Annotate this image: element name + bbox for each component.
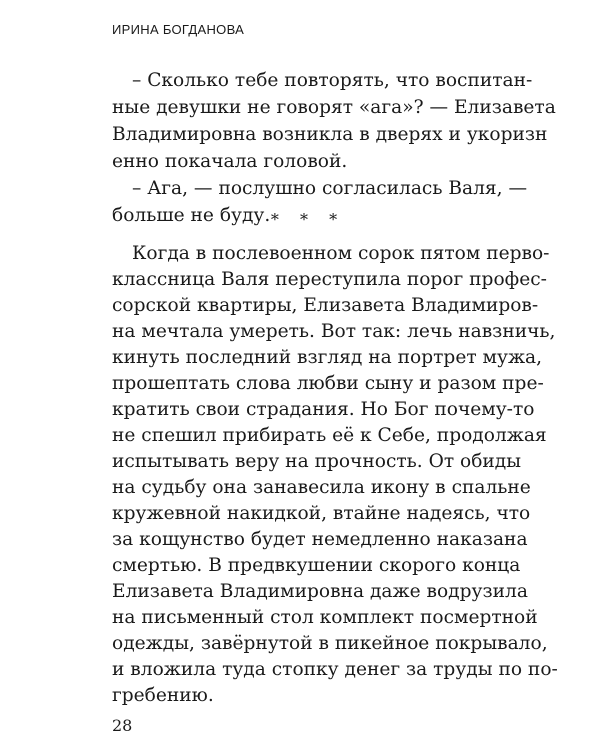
text-line: за кощунство будет немедленно наказана [112,529,528,550]
text-line: на мечтала умереть. Вот так: лечь навзничь, [112,321,556,342]
page-number: 28 [112,716,133,735]
text-line: кинуть последний взгляд на портрет мужа, [112,347,543,368]
text-line: смертью. В предвкушении скорого конца [112,555,521,576]
text-line: – Ага, — послушно согласилась Валя, — [132,178,528,199]
text-line: прошептать слова любви сыну и разом пре- [112,373,544,394]
text-line: одежды, завёрнутой в пикейное покрывало, [112,633,548,654]
text-line: классница Валя переступила порог профес- [112,269,547,290]
text-line: Елизавета Владимировна даже водрузила [112,581,528,602]
text-line: на письменный стол комплект посмертной [112,607,538,628]
text-line: – Сколько тебе повторять, что воспитан- [132,70,533,91]
text-line: больше не буду. [112,205,271,226]
text-line: и вложила туда стопку денег за труды по по- [112,659,558,680]
text-line: испытывать веру на прочность. От обиды [112,451,522,472]
text-line: Владимировна возникла в дверях и укоризн [112,124,548,145]
section-separator: * * * [270,210,346,229]
text-line: кратить свои страдания. Но Бог почему-то [112,399,535,420]
text-line: гребению. [112,685,214,706]
text-line: не спешил прибирать её к Себе, продолжая [112,425,547,446]
text-line: Когда в послевоенном сорок пятом перво- [132,243,550,264]
running-header: ИРИНА БОГДАНОВА [112,22,245,37]
text-line: ные девушки не говорят «ага»? — Елизавета [112,97,556,118]
text-line: сорской квартиры, Елизавета Владимиров- [112,295,539,316]
text-line: енно покачала головой. [112,151,348,172]
text-line: на судьбу она занавесила икону в спальне [112,477,531,498]
text-line: кружевной накидкой, втайне надеясь, что [112,503,531,524]
